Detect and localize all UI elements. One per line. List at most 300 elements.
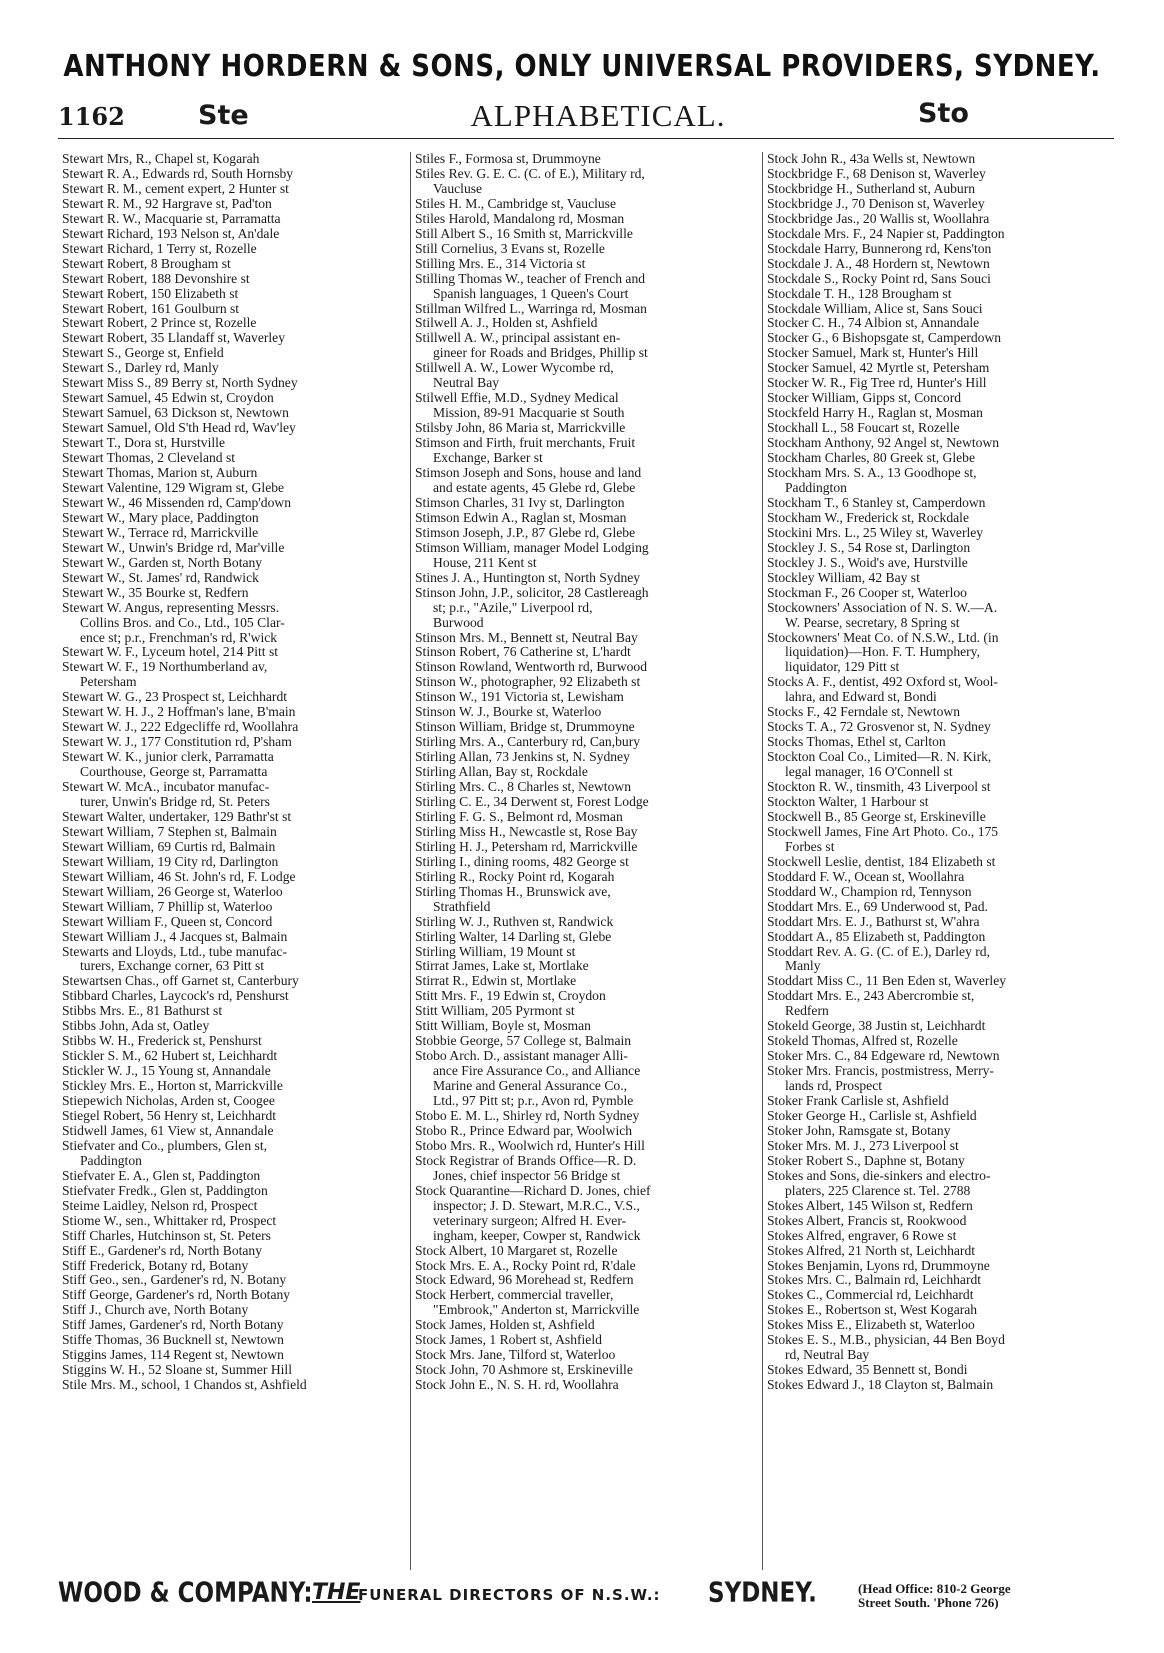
entry-line: Stewart W., St. James' rd, Randwick [62, 569, 259, 585]
entry-line: Stokeld George, 38 Justin st, Leichhardt [767, 1018, 986, 1034]
directory-entry [767, 436, 1110, 451]
entry-line: Stiffe Thomas, 36 Bucknell st, Newtown [62, 1332, 284, 1348]
entry-line: Stokes Mrs. C., Balmain rd, Leichhardt [767, 1272, 982, 1288]
directory-entry [767, 1303, 1110, 1318]
entry-line: Stockton Walter, 1 Harbour st [767, 793, 929, 809]
entry-line: Stoker Frank Carlisle st, Ashfield [767, 1093, 949, 1109]
entry-continuation: platers, 225 Clarence st. Tel. 2788 [785, 1182, 971, 1198]
entry-line: Stoddart Miss C., 11 Ben Eden st, Waverley [767, 973, 1007, 989]
entry-line: Stirling C. E., 34 Derwent st, Forest Lodge [415, 793, 649, 809]
entry-line: Stokes Edward J., 18 Clayton st, Balmain [767, 1377, 994, 1393]
entry-line: Stobo Mrs. R., Woolwich rd, Hunter's Hill [415, 1137, 645, 1153]
entry-line: Stilling Mrs. E., 314 Victoria st [415, 255, 586, 271]
directory-column-3 [762, 152, 1114, 1570]
entry-line: Stockham T., 6 Stanley st, Camperdown [767, 494, 986, 510]
directory-entry [415, 272, 758, 302]
entry-line: Stokes Albert, 145 Wilson st, Redfern [767, 1197, 973, 1213]
entry-line: Stiff E., Gardener's rd, North Botany [62, 1242, 263, 1258]
footer-advertisement [58, 1578, 1114, 1618]
entry-line: Stockham Mrs. S. A., 13 Goodhope st, [767, 465, 977, 481]
entry-continuation: gineer for Roads and Bridges, Phillip st [433, 345, 648, 361]
directory-entry [767, 945, 1110, 975]
entry-line: Stock Quarantine—Richard D. Jones, chief [415, 1182, 651, 1198]
directory-entry [415, 257, 758, 272]
directory-entry [62, 645, 406, 660]
entry-line: Stock James, 1 Robert st, Ashfield [415, 1332, 602, 1348]
directory-entry [62, 376, 406, 391]
entry-continuation: Exchange, Barker st [433, 450, 543, 466]
directory-entry [62, 750, 406, 780]
entry-line: Stickler W. J., 15 Young st, Annandale [62, 1063, 271, 1079]
directory-column-1 [58, 152, 410, 1570]
directory-entry [62, 1094, 406, 1109]
directory-entry [767, 825, 1110, 855]
entry-line: Stewart W., 35 Bourke st, Redfern [62, 584, 249, 600]
directory-entry [62, 1124, 406, 1139]
entry-line: Stock Herbert, commercial traveller, [415, 1287, 614, 1303]
entry-line: Stewart W. Angus, representing Messrs. [62, 599, 280, 615]
directory-entry [415, 421, 758, 436]
entry-line: Stocker Samuel, 42 Myrtle st, Petersham [767, 360, 990, 376]
directory-entry [62, 1318, 406, 1333]
directory-entry [62, 1184, 406, 1199]
entry-line: Stewart W. H. J., 2 Hoffman's lane, B'main [62, 704, 296, 720]
entry-line: Stokes Albert, Francis st, Rookwood [767, 1212, 967, 1228]
entry-line: Stirling R., Rocky Point rd, Kogarah [415, 868, 615, 884]
entry-line: Stimson Edwin A., Raglan st, Mosman [415, 509, 627, 525]
directory-entry [62, 885, 406, 900]
directory-entry [767, 571, 1110, 586]
entry-continuation: lands rd, Prospect [785, 1078, 883, 1094]
entry-line: Stirling Thomas H., Brunswick ave, [415, 883, 611, 899]
directory-entry [62, 1214, 406, 1229]
directory-entry [767, 496, 1110, 511]
entry-line: Stiefvater E. A., Glen st, Paddington [62, 1167, 261, 1183]
entry-continuation: st; p.r., "Azile," Liverpool rd, [433, 599, 593, 615]
directory-entry [767, 361, 1110, 376]
entry-continuation: Paddington [785, 479, 847, 495]
directory-entry [415, 930, 758, 945]
entry-line: Stockbridge J., 70 Denison st, Waverley [767, 195, 985, 211]
entry-line: Stewart W. F., Lyceum hotel, 214 Pitt st [62, 644, 279, 660]
directory-entry [62, 1259, 406, 1274]
entry-line: Stiff James, Gardener's rd, North Botany [62, 1317, 284, 1333]
entry-continuation: and estate agents, 45 Glebe rd, Glebe [433, 479, 636, 495]
directory-entry [767, 406, 1110, 421]
entry-line: Stocker W. R., Fig Tree rd, Hunter's Hill [767, 375, 987, 391]
directory-entry [62, 466, 406, 481]
entry-line: Stewart Robert, 150 Elizabeth st [62, 285, 239, 301]
directory-entry [62, 331, 406, 346]
entry-line: Stewart W., 46 Missenden rd, Camp'down [62, 494, 291, 510]
directory-entry [62, 406, 406, 421]
directory-entry [767, 287, 1110, 302]
entry-line: Stibbs John, Ada st, Oatley [62, 1018, 210, 1034]
directory-entry [415, 391, 758, 421]
directory-entry [415, 436, 758, 466]
directory-entry [415, 915, 758, 930]
entry-line: Stockbridge F., 68 Denison st, Waverley [767, 165, 986, 181]
entry-continuation: turer, Unwin's Bridge rd, St. Peters [80, 793, 270, 809]
directory-entry [415, 1139, 758, 1154]
directory-entry [62, 989, 406, 1004]
directory-entry [62, 302, 406, 317]
directory-entry [415, 227, 758, 242]
directory-entry [62, 780, 406, 810]
directory-entry [62, 690, 406, 705]
entry-line: Stoddart Mrs. E., 243 Abercrombie st, [767, 988, 975, 1004]
directory-entry [62, 391, 406, 406]
entry-line: Stockdale J. A., 48 Hordern st, Newtown [767, 255, 990, 271]
entry-line: Stobbie George, 57 College st, Balmain [415, 1033, 632, 1049]
entry-continuation: Neutral Bay [433, 375, 500, 391]
entry-line: Stewart William, 46 St. John's rd, F. Lodge [62, 868, 296, 884]
entry-line: Stewart S., George st, Enfield [62, 345, 224, 361]
entry-line: Stock Albert, 10 Margaret st, Rozelle [415, 1242, 618, 1258]
entry-line: Stewart R. W., Macquarie st, Parramatta [62, 210, 281, 226]
entry-line: Stewart Valentine, 129 Wigram st, Glebe [62, 479, 285, 495]
directory-entry [62, 855, 406, 870]
entry-line: Stinson William, Bridge st, Drummoyne [415, 719, 635, 735]
entry-line: Stewart William, 7 Stephen st, Balmain [62, 823, 277, 839]
entry-line: Stewart W., Mary place, Paddington [62, 509, 259, 525]
entry-line: Stiefvater and Co., plumbers, Glen st, [62, 1137, 268, 1153]
directory-entry [415, 825, 758, 840]
entry-line: Stockdale T. H., 128 Brougham st [767, 285, 952, 301]
directory-entry [767, 182, 1110, 197]
directory-entry [415, 1273, 758, 1288]
entry-line: Stockdale S., Rocky Point rd, Sans Souci [767, 270, 991, 286]
entry-line: Stoker John, Ramsgate st, Botany [767, 1122, 951, 1138]
entry-line: Stewart Thomas, Marion st, Auburn [62, 465, 258, 481]
entry-line: Stokes and Sons, die-sinkers and electro- [767, 1167, 991, 1183]
entry-line: Stirling Allan, Bay st, Rockdale [415, 764, 588, 780]
directory-entry [62, 735, 406, 750]
directory-entry [62, 1019, 406, 1034]
entry-continuation: Forbes st [785, 838, 835, 854]
directory-entry [62, 810, 406, 825]
directory-entry [62, 481, 406, 496]
entry-continuation: inspector; J. D. Stewart, M.R.C., V.S., [433, 1197, 640, 1213]
directory-entry [62, 257, 406, 272]
entry-continuation: "Embrook," Anderton st, Marrickville [433, 1302, 640, 1318]
entry-line: Stewart W. J., 222 Edgecliffe rd, Woollahra [62, 719, 299, 735]
entry-line: Stewart W., Terrace rd, Marrickville [62, 524, 259, 540]
entry-line: Stimson Charles, 31 Ivy st, Darlington [415, 494, 625, 510]
entry-continuation: ence st; p.r., Frenchman's rd, R'wick [80, 629, 278, 645]
entry-line: Stockwell Leslie, dentist, 184 Elizabeth st [767, 853, 996, 869]
entry-line: Stocks F., 42 Ferndale st, Newtown [767, 704, 960, 720]
directory-entry [415, 1184, 758, 1244]
directory-entry [767, 391, 1110, 406]
directory-entry [62, 361, 406, 376]
directory-entry [767, 1333, 1110, 1363]
directory-entry [415, 167, 758, 197]
directory-entry [62, 511, 406, 526]
entry-line: Stockdale Harry, Bunnerong rd, Kens'ton [767, 240, 992, 256]
directory-entry [767, 302, 1110, 317]
entry-continuation: Manly [785, 958, 821, 974]
entry-line: Stock John, 70 Ashmore st, Erskineville [415, 1362, 633, 1378]
directory-entry [62, 1079, 406, 1094]
entry-continuation: Petersham [80, 674, 137, 690]
entry-line: Stockowners' Association of N. S. W.—A. [767, 599, 998, 615]
entry-line: Steime Laidley, Nelson rd, Prospect [62, 1197, 258, 1213]
directory-entry [62, 1199, 406, 1214]
entry-line: Stiff Geo., sen., Gardener's rd, N. Botany [62, 1272, 287, 1288]
entry-line: Stock John E., N. S. H. rd, Woollahra [415, 1377, 619, 1393]
entry-line: Stock Edward, 96 Morehead st, Redfern [415, 1272, 634, 1288]
directory-entry [767, 466, 1110, 496]
directory-entry [62, 287, 406, 302]
directory-entry [62, 1139, 406, 1169]
entry-line: Stockton R. W., tinsmith, 43 Liverpool st [767, 779, 991, 795]
entry-line: Still Cornelius, 3 Evans st, Rozelle [415, 240, 605, 256]
directory-entry [767, 750, 1110, 780]
directory-entry [767, 1378, 1110, 1393]
entry-line: Stoddard W., Champion rd, Tennyson [767, 883, 972, 899]
entry-line: Stewart Samuel, Old S'th Head rd, Wav'ley [62, 420, 296, 436]
entry-line: Stokes Miss E., Elizabeth st, Waterloo [767, 1317, 975, 1333]
directory-entry [415, 780, 758, 795]
header-rule [58, 138, 1114, 139]
directory-entry [767, 421, 1110, 436]
directory-entry [767, 1273, 1110, 1288]
entry-line: Stinson Robert, 76 Catherine st, L'hardt [415, 644, 631, 660]
entry-continuation: rd, Neutral Bay [785, 1347, 870, 1363]
directory-entry [415, 795, 758, 810]
directory-entry [767, 331, 1110, 346]
directory-entry [767, 511, 1110, 526]
directory-entry [415, 840, 758, 855]
entry-line: Stimson William, manager Model Lodging [415, 539, 649, 555]
directory-entry [767, 705, 1110, 720]
directory-entry [415, 316, 758, 331]
directory-entry [415, 1154, 758, 1184]
entry-line: Stewart R. M., 92 Hargrave st, Pad'ton [62, 195, 272, 211]
entry-line: Stewart William J., 4 Jacques st, Balmain [62, 928, 288, 944]
directory-entry [767, 974, 1110, 989]
directory-entry [767, 780, 1110, 795]
directory-entry [415, 212, 758, 227]
entry-line: Stinson Mrs. M., Bennett st, Neutral Bay [415, 629, 638, 645]
entry-line: Stocker G., 6 Bishopsgate st, Camperdown [767, 330, 1002, 346]
directory-entry [767, 1229, 1110, 1244]
directory-entry [62, 526, 406, 541]
entry-line: Stokes Edward, 35 Bennett st, Bondi [767, 1362, 968, 1378]
directory-entry [62, 1244, 406, 1259]
entry-continuation: Spanish languages, 1 Queen's Court [433, 285, 629, 301]
directory-entry [415, 720, 758, 735]
entry-continuation: ance Fire Assurance Co., and Alliance [433, 1063, 641, 1079]
directory-entry [62, 152, 406, 167]
entry-line: Stilling Thomas W., teacher of French and [415, 270, 646, 286]
directory-entry [62, 1363, 406, 1378]
directory-entry [415, 1034, 758, 1049]
entry-line: Stockman F., 26 Cooper st, Waterloo [767, 584, 967, 600]
footer-address-line-1: (Head Office: 810-2 George [858, 1581, 1011, 1596]
directory-entry [767, 915, 1110, 930]
directory-entry [62, 197, 406, 212]
entry-line: Stewarts and Lloyds, Ltd., tube manufac- [62, 943, 287, 959]
entry-line: Stiff Frederick, Botany rd, Botany [62, 1257, 249, 1273]
directory-entry [767, 1363, 1110, 1378]
directory-entry [767, 316, 1110, 331]
entry-line: Stibbard Charles, Laycock's rd, Penshurst [62, 988, 289, 1004]
right-guide-word: Sto [918, 98, 969, 129]
directory-entry [767, 810, 1110, 825]
entry-line: Stillwell A. W., Lower Wycombe rd, [415, 360, 614, 376]
entry-line: Stimson Joseph and Sons, house and land [415, 465, 642, 481]
entry-continuation: Strathfield [433, 898, 491, 914]
directory-entry [767, 376, 1110, 391]
footer-company: WOOD & COMPANY: [58, 1577, 313, 1609]
entry-line: Stewart Walter, undertaker, 129 Bathr'st st [62, 808, 292, 824]
entry-continuation: Marine and General Assurance Co., [433, 1078, 628, 1094]
entry-continuation: Redfern [785, 1003, 829, 1019]
directory-entry [62, 1004, 406, 1019]
directory-entry [415, 496, 758, 511]
entry-line: Stocks A. F., dentist, 492 Oxford st, Wool- [767, 674, 998, 690]
directory-entry [415, 885, 758, 915]
directory-entry [415, 361, 758, 391]
entry-line: Stockton Coal Co., Limited—R. N. Kirk, [767, 749, 992, 765]
entry-line: Stewart Mrs, R., Chapel st, Kogarah [62, 152, 260, 166]
entry-line: Stewart Robert, 35 Llandaff st, Waverley [62, 330, 286, 346]
entry-line: Stocks T. A., 72 Grosvenor st, N. Sydney [767, 719, 991, 735]
directory-entry [62, 915, 406, 930]
footer-address [858, 1582, 1011, 1610]
entry-line: Stickler S. M., 62 Hubert st, Leichhardt [62, 1048, 278, 1064]
entry-line: Stirling William, 19 Mount st [415, 943, 576, 959]
directory-entry [415, 1378, 758, 1393]
entry-line: Stiepewich Nicholas, Arden st, Coogee [62, 1093, 275, 1109]
directory-entry [767, 1049, 1110, 1064]
directory-entry [415, 526, 758, 541]
directory-entry [62, 421, 406, 436]
entry-line: Stirling H. J., Petersham rd, Marrickville [415, 838, 638, 854]
entry-line: Stiefvater Fredk., Glen st, Paddington [62, 1182, 268, 1198]
entry-line: Stibbs W. H., Frederick st, Penshurst [62, 1033, 262, 1049]
entry-line: Stewart Robert, 2 Prince st, Rozelle [62, 315, 257, 331]
directory-entry [767, 212, 1110, 227]
entry-line: Stiff Charles, Hutchinson st, St. Peters [62, 1227, 271, 1243]
entry-line: Stewart S., Darley rd, Manly [62, 360, 219, 376]
directory-entry [62, 720, 406, 735]
directory-entry [62, 660, 406, 690]
entry-line: Stewart Thomas, 2 Cleveland st [62, 450, 236, 466]
directory-entry [767, 346, 1110, 361]
entry-line: Stimson and Firth, fruit merchants, Fruit [415, 435, 636, 451]
entry-line: Stiff George, Gardener's rd, North Botany [62, 1287, 291, 1303]
footer-tagline: FUNERAL DIRECTORS OF N.S.W.: [358, 1586, 661, 1604]
entry-line: Stiegel Robert, 56 Henry st, Leichhardt [62, 1108, 277, 1123]
entry-line: Stinson W. J., Bourke st, Waterloo [415, 704, 602, 720]
entry-continuation: ingham, keeper, Cowper st, Randwick [433, 1227, 641, 1243]
directory-entry [415, 675, 758, 690]
directory-entry [415, 1318, 758, 1333]
directory-entry [415, 1244, 758, 1259]
directory-entry [415, 331, 758, 361]
directory-entry [62, 1229, 406, 1244]
entry-line: Stewart R. A., Edwards rd, South Hornsby [62, 165, 294, 181]
entry-line: Stewart Richard, 1 Terry st, Rozelle [62, 240, 257, 256]
entry-line: Stiggins W. H., 52 Sloane st, Summer Hill [62, 1362, 292, 1378]
entry-line: Still Albert S., 16 Smith st, Marrickville [415, 225, 633, 241]
directory-entry [62, 930, 406, 945]
entry-line: Stillwell A. W., principal assistant en- [415, 330, 621, 346]
directory-entry [415, 870, 758, 885]
directory-entry [767, 1169, 1110, 1199]
directory-entry [415, 1333, 758, 1348]
entry-line: Stewart Miss S., 89 Berry st, North Sydney [62, 375, 298, 391]
directory-entry [767, 242, 1110, 257]
entry-line: Stokes E. S., M.B., physician, 44 Ben Boyd [767, 1332, 1005, 1348]
directory-entry [767, 257, 1110, 272]
entry-line: Stockley J. S., Woid's ave, Hurstville [767, 554, 968, 570]
entry-continuation: Courthouse, George st, Parramatta [80, 764, 268, 780]
entry-line: Stokeld Thomas, Alfred st, Rozelle [767, 1033, 958, 1049]
directory-entry [767, 930, 1110, 945]
directory-entry [767, 526, 1110, 541]
entry-line: Stirrat James, Lake st, Mortlake [415, 958, 589, 974]
directory-entry [767, 900, 1110, 915]
directory-entry [62, 1034, 406, 1049]
directory-entry [415, 586, 758, 631]
directory-entry [767, 1124, 1110, 1139]
entry-line: Stoker George H., Carlisle st, Ashfield [767, 1108, 977, 1123]
entry-line: Stewart Robert, 8 Brougham st [62, 255, 231, 271]
directory-entry [767, 720, 1110, 735]
entry-continuation: Burwood [433, 614, 484, 630]
entry-line: Stokes E., Robertson st, West Kogarah [767, 1302, 978, 1318]
directory-entry [767, 556, 1110, 571]
directory-entry [62, 182, 406, 197]
directory-columns [58, 152, 1114, 1570]
directory-entry [767, 885, 1110, 900]
entry-line: Stiff J., Church ave, North Botany [62, 1302, 249, 1318]
directory-entry [415, 660, 758, 675]
entry-continuation: Ltd., 97 Pitt st; p.r., Avon rd, Pymble [433, 1093, 634, 1109]
entry-line: Stirrat R., Edwin st, Mortlake [415, 973, 577, 989]
entry-line: Stokes C., Commercial rd, Leichhardt [767, 1287, 974, 1303]
directory-entry [62, 1064, 406, 1079]
entry-line: Stimson Joseph, J.P., 87 Glebe rd, Glebe [415, 524, 636, 540]
entry-line: Stewart W. J., 177 Constitution rd, P'sham [62, 734, 292, 750]
directory-entry [415, 466, 758, 496]
directory-entry [415, 1363, 758, 1378]
directory-entry [62, 242, 406, 257]
directory-entry [415, 541, 758, 571]
directory-entry [415, 945, 758, 960]
entry-line: Stewart W. K., junior clerk, Parramatta [62, 749, 274, 765]
directory-entry [415, 735, 758, 750]
directory-entry [767, 870, 1110, 885]
entry-line: Stewart Robert, 188 Devonshire st [62, 270, 250, 286]
entry-line: Stilsby John, 86 Maria st, Marrickville [415, 420, 626, 436]
directory-entry [62, 1273, 406, 1288]
directory-entry [62, 586, 406, 601]
directory-entry [62, 541, 406, 556]
entry-line: Stirling I., dining rooms, 482 George st [415, 853, 629, 869]
directory-entry [767, 1154, 1110, 1169]
directory-entry [767, 1244, 1110, 1259]
entry-line: Stobo Arch. D., assistant manager Alli- [415, 1048, 628, 1064]
directory-entry [62, 167, 406, 182]
entry-line: Stitt William, Boyle st, Mosman [415, 1018, 591, 1034]
directory-entry [767, 152, 1110, 167]
entry-line: Stocker C. H., 74 Albion st, Annandale [767, 315, 980, 331]
